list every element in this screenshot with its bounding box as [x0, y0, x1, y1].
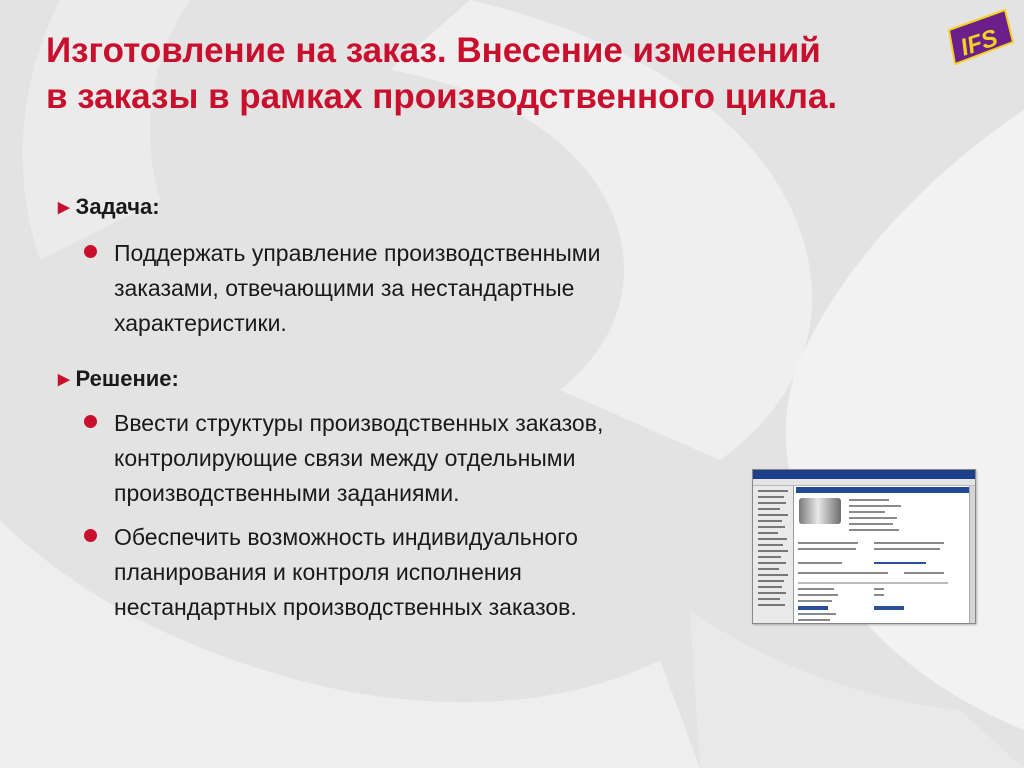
bullet-item — [84, 520, 724, 625]
slide-title-line-2: в заказы в рамках производственного цикла. — [46, 77, 838, 116]
bullet-line: производственными заданиями. — [114, 480, 460, 506]
bullet-line: характеристики. — [114, 310, 287, 336]
slide-title — [46, 28, 946, 120]
bullet-line: планирования и контроля исполнения — [114, 559, 522, 585]
section-heading-solution — [58, 366, 179, 392]
ifs-logo-text: IFS — [957, 24, 1002, 62]
bullet-line: нестандартных производственных заказов. — [114, 594, 577, 620]
bullet-line: Ввести структуры производственных заказов, — [114, 410, 604, 436]
red-dot-icon — [84, 529, 97, 542]
slide-title-line-1: Изготовление на заказ. Внесение изменений — [46, 31, 821, 70]
thumbnail-navigator-panel — [753, 486, 794, 623]
application-screenshot-thumbnail — [752, 469, 976, 624]
bullet-item — [84, 406, 724, 511]
bullet-text — [114, 406, 724, 511]
bullet-line: заказами, отвечающими за нестандартные — [114, 275, 575, 301]
red-dot-icon — [84, 415, 97, 428]
bullet-line: Обеспечить возможность индивидуального — [114, 524, 578, 550]
thumbnail-menubar — [753, 479, 975, 486]
section-heading-label: Задача: — [75, 194, 160, 219]
ifs-logo — [945, 8, 1015, 68]
red-dot-icon — [84, 245, 97, 258]
bullet-text — [114, 520, 724, 625]
section-heading-label: Решение: — [75, 366, 179, 391]
triangle-right-icon: ▶ — [58, 371, 70, 388]
bullet-line: контролирующие связи между отдельными — [114, 445, 576, 471]
part-image — [799, 498, 841, 524]
section-heading-task — [58, 194, 160, 220]
bullet-item — [84, 236, 724, 341]
bullet-line: Поддержать управление производственными — [114, 240, 601, 266]
bullet-text — [114, 236, 724, 341]
thumbnail-content — [794, 486, 975, 623]
thumbnail-scrollbar — [969, 486, 975, 623]
thumbnail-titlebar — [753, 470, 975, 479]
triangle-right-icon: ▶ — [58, 199, 70, 216]
